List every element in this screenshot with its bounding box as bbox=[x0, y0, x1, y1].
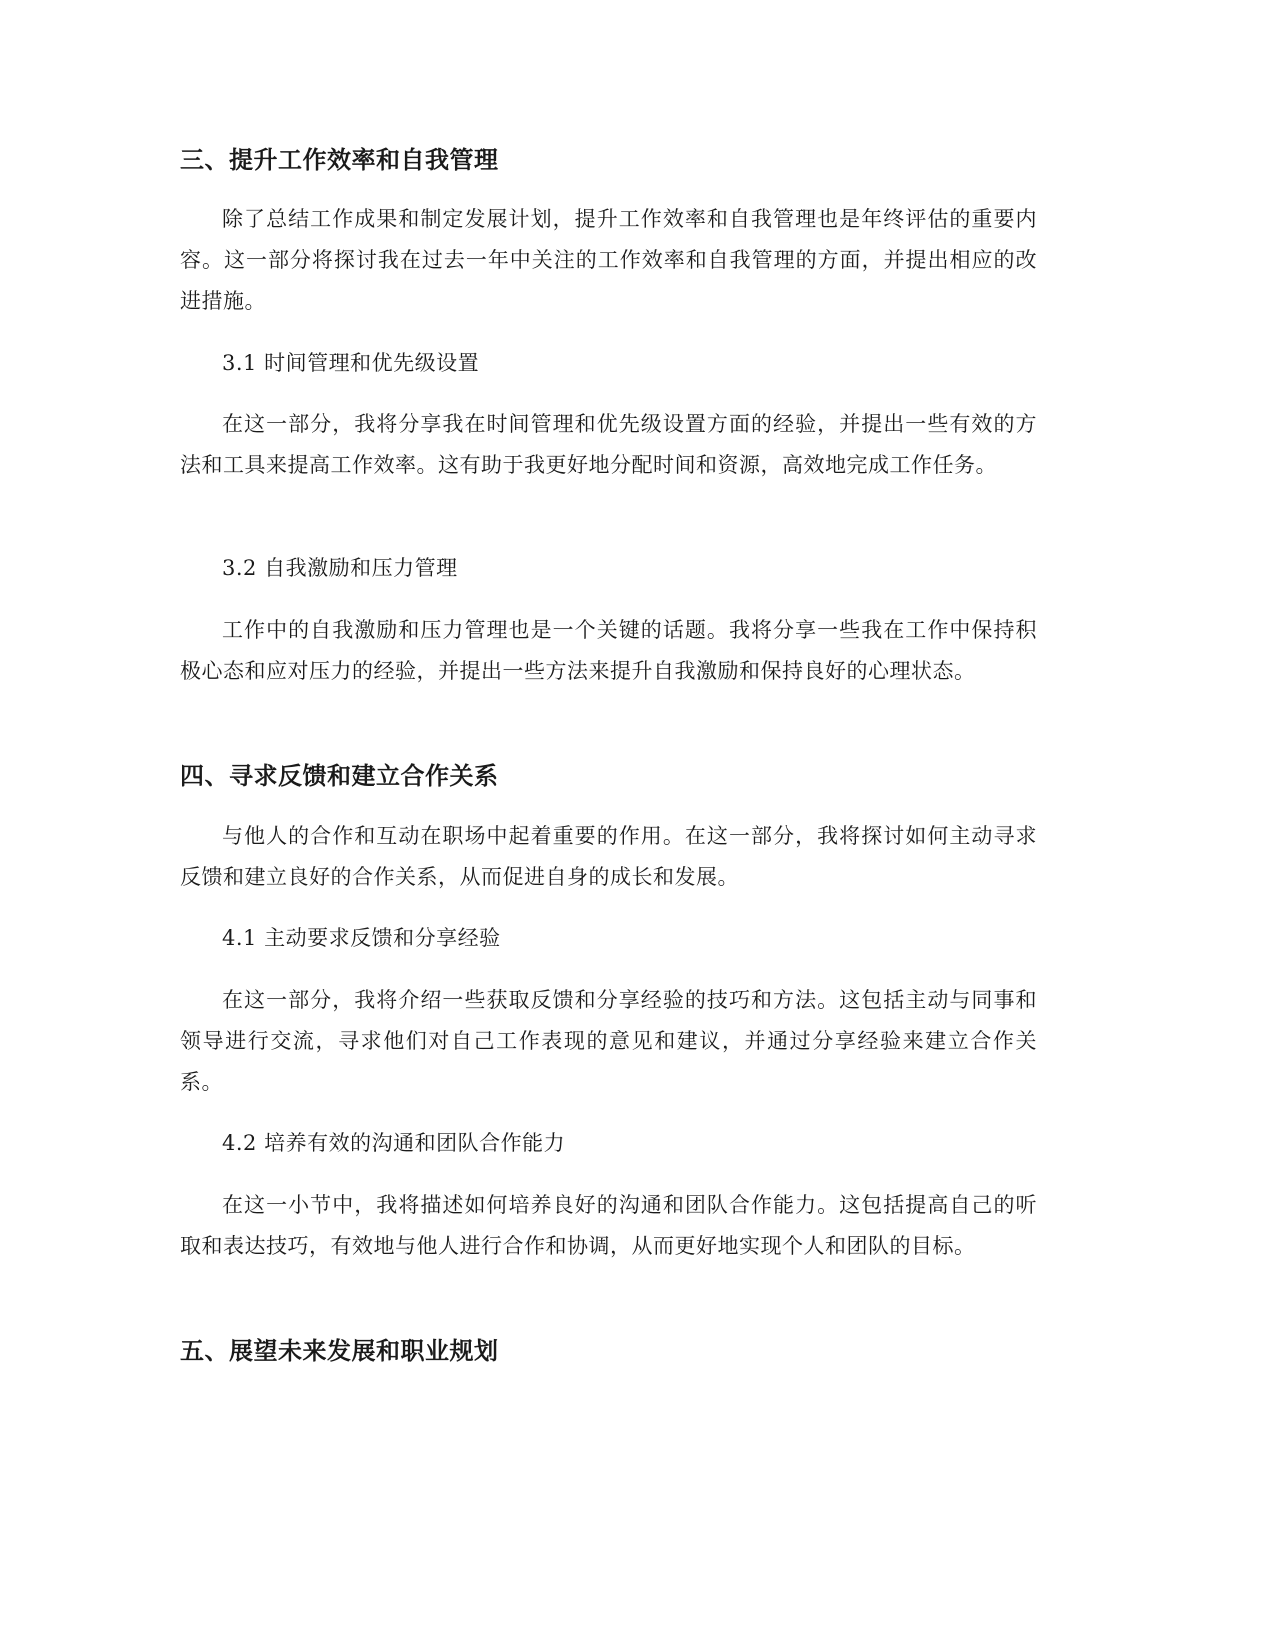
subsection-4-2-body: 在这一小节中，我将描述如何培养良好的沟通和团队合作能力。这包括提高自己的听取和表达技巧，有效地与他人进行合作和协调，从而更好地实现个人和团队的目标。 bbox=[180, 1193, 1037, 1258]
section-3-intro: 除了总结工作成果和制定发展计划，提升工作效率和自我管理也是年终评估的重要内容。这一部分将探讨我在过去一年中关注的工作效率和自我管理的方面，并提出相应的改进措施。 bbox=[180, 207, 1037, 313]
subsection-3-1-body: 在这一部分，我将分享我在时间管理和优先级设置方面的经验，并提出一些有效的方法和工具来提高工作效率。这有助于我更好地分配时间和资源，高效地完成工作任务。 bbox=[180, 412, 1037, 477]
section-heading-5: 五、展望未来发展和职业规划 bbox=[180, 1337, 499, 1365]
subsection-title-4-1: 4.1 主动要求反馈和分享经验 bbox=[222, 926, 501, 950]
section-4-intro: 与他人的合作和互动在职场中起着重要的作用。在这一部分，我将探讨如何主动寻求反馈和建立良好的合作关系，从而促进自身的成长和发展。 bbox=[180, 824, 1037, 889]
section-heading-4: 四、寻求反馈和建立合作关系 bbox=[180, 762, 499, 790]
section-heading-3: 三、提升工作效率和自我管理 bbox=[180, 146, 499, 174]
subsection-title-3-1: 3.1 时间管理和优先级设置 bbox=[222, 351, 480, 375]
subsection-title-4-2: 4.2 培养有效的沟通和团队合作能力 bbox=[222, 1131, 566, 1155]
subsection-3-2-body: 工作中的自我激励和压力管理也是一个关键的话题。我将分享一些我在工作中保持积极心态和应对压力的经验，并提出一些方法来提升自我激励和保持良好的心理状态。 bbox=[180, 618, 1037, 683]
subsection-4-1-body: 在这一部分，我将介绍一些获取反馈和分享经验的技巧和方法。这包括主动与同事和领导进行交流，寻求他们对自己工作表现的意见和建议，并通过分享经验来建立合作关系。 bbox=[180, 988, 1037, 1094]
subsection-title-3-2: 3.2 自我激励和压力管理 bbox=[222, 556, 458, 580]
